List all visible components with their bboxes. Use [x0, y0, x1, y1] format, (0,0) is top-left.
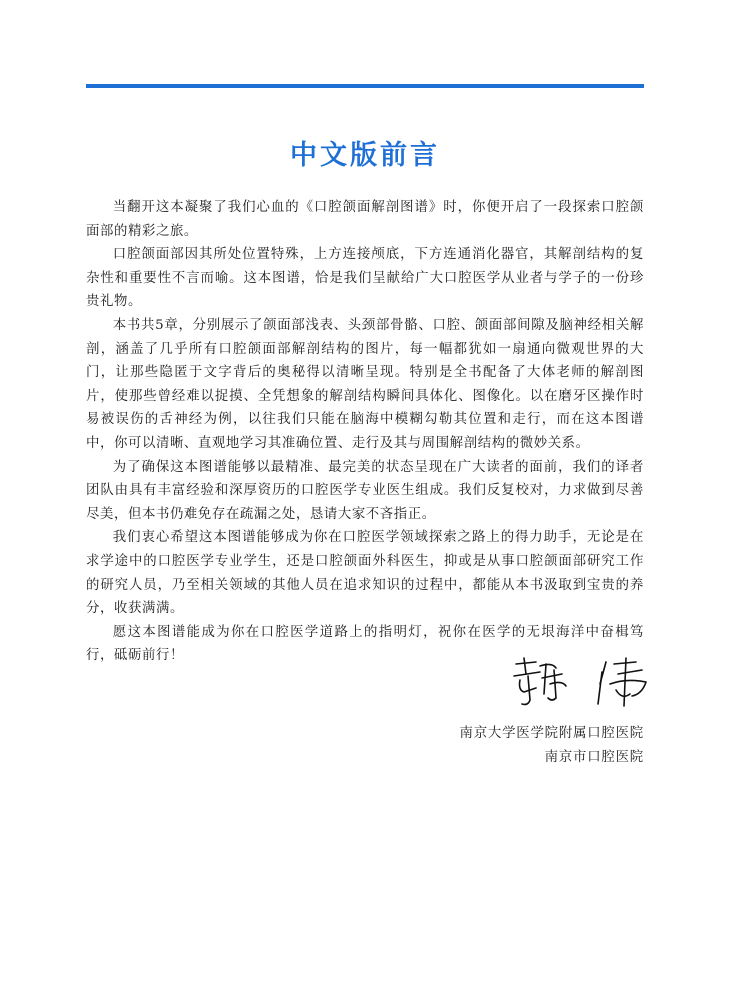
- top-rule: [86, 84, 644, 88]
- paragraph: 当翻开这本凝聚了我们心血的《口腔颌面解剖图谱》时，你便开启了一段探索口腔颌面部的精彩之旅。: [86, 200, 644, 239]
- affiliation-line: 南京大学医学院附属口腔医院: [459, 726, 644, 741]
- paragraph: 口腔颌面部因其所处位置特殊，上方连接颅底，下方连通消化器官，其解剖结构的复杂性和重要性不言而喻。这本图谱，恰是我们呈献给广大口腔医学从业者与学子的一份珍贵礼物。: [86, 247, 644, 310]
- affiliations: [460, 722, 644, 770]
- page-title: 中文版前言: [290, 140, 440, 172]
- paragraph: 我们衷心希望这本图谱能够成为你在口腔医学领域探索之路上的得力助手，无论是在求学途中的口腔医学专业学生，还是口腔颌面外科医生，抑或是从事口腔颌面部研究工作的研究人员，乃至相关领域的其他人员在追求知识的过程中，都能从本书汲取到宝贵的养分，收获满满。: [86, 530, 644, 617]
- paragraph: 愿这本图谱能成为你在口腔医学道路上的指明灯，祝你在医学的无垠海洋中奋楫笃行，砥砺前行！: [86, 624, 644, 664]
- paragraph: 为了确保这本图谱能够以最精准、最完美的状态呈现在广大读者的面前，我们的译者团队由具有丰富经验和深厚资历的口腔医学专业医生组成。我们反复校对，力求做到尽善尽美，但本书仍难免存在疏漏之处，恳请大家不吝指正。: [86, 459, 644, 522]
- preface-body: [86, 196, 644, 668]
- affiliation-line: 南京市口腔医院: [544, 750, 644, 765]
- handwritten-signature: [506, 654, 656, 712]
- paragraph: 本书共5章，分别展示了颌面部浅表、头颈部骨骼、口腔、颌面部间隙及脑神经相关解剖，涵盖了几乎所有口腔颌面部解剖结构的图片，每一幅都犹如一扇通向微观世界的大门，让那些隐匿于文字背后的奥秘得以清晰呈现。特别是全书配备了大体老师的解剖图片，使那些曾经难以捉摸、全凭想象的解剖结构瞬间具体化、图像化。以在磨牙区操作时易被误伤的舌神经为例，以往我们只能在脑海中模糊勾勒其位置和走行，而在这本图谱中，你可以清晰、直观地学习其准确位置、走行及其与周围解剖结构的微妙关系。: [86, 317, 644, 451]
